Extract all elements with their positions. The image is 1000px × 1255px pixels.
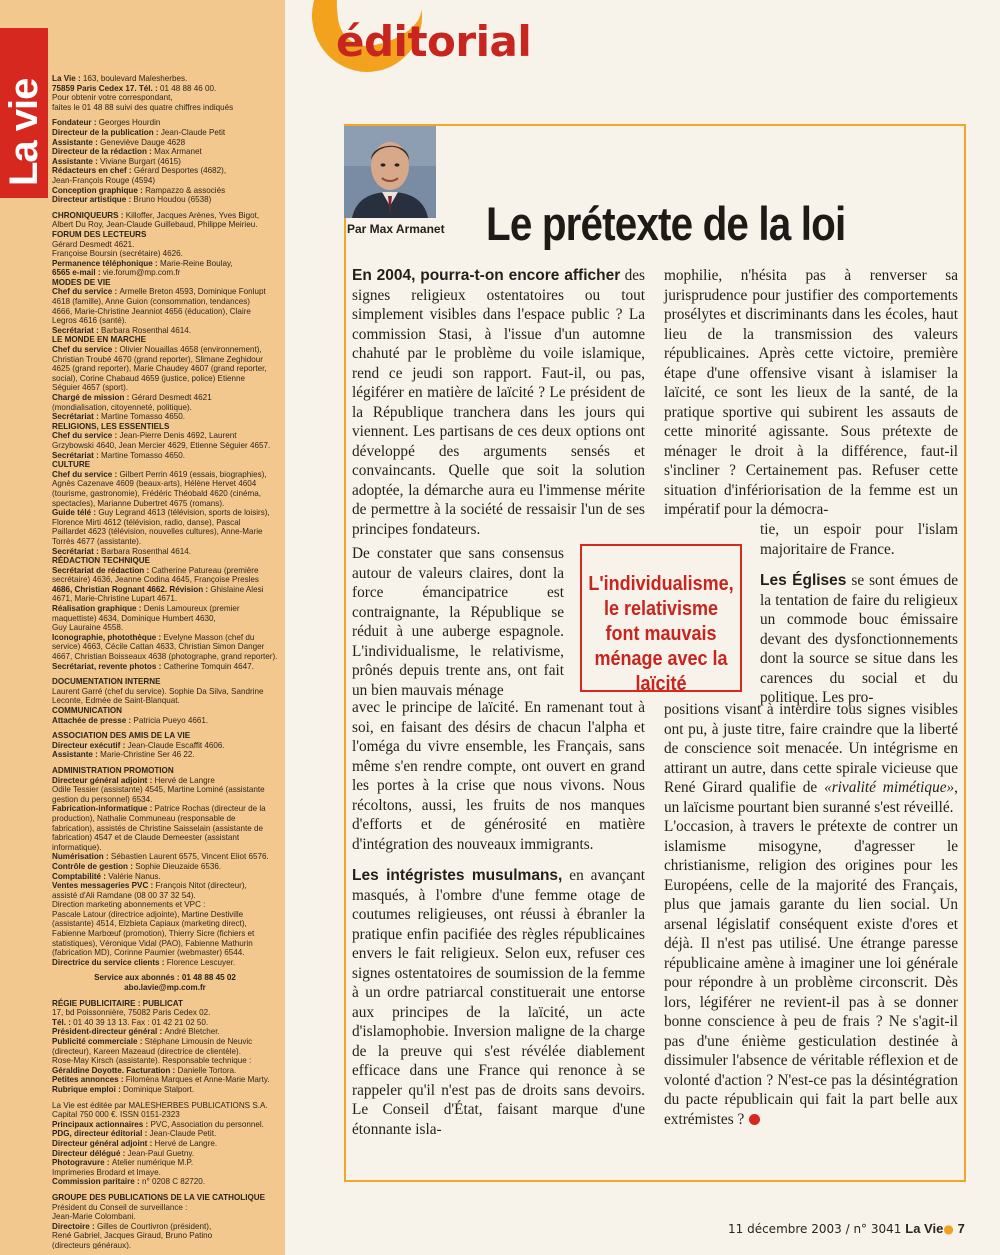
masthead-line: Chef du service : Jean-Pierre Denis 4692, Laurent — [52, 431, 237, 441]
byline: Par Max Armanet — [347, 222, 445, 236]
masthead-line: Françoise Boursin (secrétaire) 4626. — [52, 249, 183, 259]
masthead-block — [52, 677, 278, 725]
masthead-line: 4625 (grand reporter), Marie Chaudey 4607 (grand reporter, — [52, 364, 267, 374]
masthead-line: statistiques), Véronique Vidal (PAO), Fabienne Mathurin — [52, 938, 253, 948]
paragraph-text: des signes religieux ostentatoires ou tout simplement visibles dans l'espace public ? La commission Stasi, à l'issue d'un automne chahuté par le problème du voile islamique, rend ce jeudi son rapport. Faut-il, ou pas, légiférer en matière de laïcité ? Le président de la République tranchera dans les jours qui viennent. Les partisans de ces deux options ont développé des arguments sensés et convaincants. Quelle que soit la solution adoptée, la démarche aura eu l'immense mérite de permettre à la société de ressaisir l'un de ses principes fondateurs. — [352, 267, 646, 538]
masthead-line: Rédacteurs en chef : Gérard Desportes (4682), — [52, 166, 227, 176]
masthead-line: Président du Conseil de surveillance : — [52, 1202, 188, 1212]
article-column-1-bottom — [352, 698, 645, 1139]
masthead-line: Secrétariat, revente photos : Catherine Tomquin 4647. — [52, 661, 254, 671]
pull-quote: L'individualisme, le relativisme font mauvais ménage avec la laïcité — [588, 573, 734, 695]
masthead-line: GROUPE DES PUBLICATIONS DE LA VIE CATHOLIQUE — [52, 1192, 265, 1202]
end-mark-icon — [749, 1114, 760, 1125]
masthead-line: Albert Du Roy, Jean-Claude Guillebaud, Philippe Meirieu. — [52, 220, 258, 230]
masthead-line: RÉDACTION TECHNIQUE — [52, 556, 151, 566]
footer-dot-icon: ● — [943, 1222, 954, 1236]
issue-date: 11 décembre 2003 / n° 3041 — [728, 1222, 902, 1236]
masthead-line: Fondateur : Georges Hourdin — [52, 118, 161, 128]
masthead-line: Laurent Garré (chef du service). Sophie Da Silva, Sandrine — [52, 686, 264, 696]
masthead-line: (fabrication MD), Corinne Paumier (webmaster) 6544. — [52, 948, 245, 958]
paragraph-text: en avançant masqués, à l'ombre d'une femme otage de coutumes religieuses, ont réussi à ébranler la pratique enfin pacifiée des règles républicaines envers le fait religieux. Selon eux, refuser ces signes ostentatoires de soumission de la femme à un ordre patriarcal constituerait une entorse aux principes de la laïcité, un acte d'islamophobie. Inversion maligne de la charge de la preuve qui s'est révélée diablement efficace dans une France qui renonce à se rappeler qu'il n'est pas de droits sans devoirs. Le Conseil d'État, faisant marque d'une étonnante isla- — [352, 867, 645, 1138]
masthead-line: Directeur délégué : Jean-Paul Guetny. — [52, 1148, 195, 1158]
lead-in: Les Églises — [760, 572, 847, 589]
masthead-line: FORUM DES LECTEURS — [52, 229, 147, 239]
masthead-block — [52, 1193, 278, 1249]
masthead-line: Commission paritaire : n° 0208 C 82720. — [52, 1177, 206, 1187]
masthead-block — [52, 973, 278, 992]
brand-logo: La vie — [2, 78, 46, 186]
masthead-line: Directoire : Gilles de Courtivron (président), — [52, 1221, 212, 1231]
masthead-line: Comptabilité : Valérie Nanus. — [52, 871, 161, 881]
masthead-line: Leconte, Edmée de Saint-Blanquat. — [52, 696, 180, 706]
article-column-2-top — [664, 266, 958, 520]
masthead-block — [52, 1101, 278, 1187]
masthead-line: assisté d'Ali Ramdane (08 00 37 32 54). — [52, 890, 196, 900]
masthead-line: Jean-François Rouge (4594) — [52, 175, 156, 185]
paragraph-text: L'occasion, à travers le prétexte de contrer un islamisme misogyne, d'agresser le christianisme, religion des origines pour les Européens, celle de la majorité des Français, plus que jamais garante du lien social. Un arsenal législatif conséquent existe d'ores et déjà. Il n'est pas utilisé. Une étrange paresse républicaine amène à imaginer une loi générale pour répondre à un problème circonscrit. Dès lors, légiférer ne revient-il pas à se donner bonne conscience à peu de frais ? Ne s'agit-il pas d'une énième gesticulation destinée à dissimuler l'absence de véritable réflexion et de volonté d'action ? N'est-ce pas la désintégration du pacte républicain qui fait la part belle aux extrémistes ? — [664, 818, 958, 1128]
paragraph-text: mophilie, n'hésita pas à renverser sa jurisprudence pour justifier des comportements prosélytes et discriminants dans les écoles, haut lieu de la transmission des valeurs républicaines. Après cette victoire, première étape d'une offensive visant à islamiser la laïcité, ce sont les lieux de la santé, de la pratique sportive qui subirent les assauts de cette minorité agissante. Sous prétexte de ménager le droit à la différence, faut-il s'incliner ? Certainement pas. Refuser cette situation d'infériorisation de la femme est un impératif pour la démocra- — [664, 267, 958, 518]
masthead-line: Directeur artistique : Bruno Houdou (6538) — [52, 195, 212, 205]
article-column-1-top — [352, 266, 645, 539]
masthead-line: Rose-May Kirsch (assistante). Responsable technique : — [52, 1056, 252, 1066]
masthead-line: Guy Lauraine 4558. — [52, 623, 124, 633]
masthead-line: Directeur de la publication : Jean-Claude Petit — [52, 127, 226, 137]
masthead-line: Grzybowski 4640, Jean Mercier 4629, Etienne Séguier 4657. — [52, 440, 271, 450]
masthead-line: Chargé de mission : Gérard Desmedt 4621 — [52, 393, 212, 402]
page-footer — [728, 1220, 965, 1238]
masthead-line: CULTURE — [52, 460, 91, 470]
masthead-line: Secrétariat : Martine Tomasso 4650. — [52, 450, 186, 460]
masthead-line: Florence Mirti 4612 (télévision, radio, danse), Pascal — [52, 517, 241, 527]
masthead-block — [52, 118, 278, 204]
masthead-line: Guide télé : Guy Legrand 4613 (télévision, sports de loisirs), — [52, 508, 270, 518]
masthead-line: Chef du service : Armelle Breton 4593, Dominique Fonlupt — [52, 287, 266, 297]
masthead-line: Contrôle de gestion : Sophie Dieuzaide 6536. — [52, 861, 222, 871]
masthead-line: Chef du service : Gilbert Perrin 4619 (essais, biographies), — [52, 469, 267, 479]
masthead-line: spectacles), Marianne Dubertret 4675 (romans). — [52, 498, 225, 508]
masthead-line: Assistante : Geneviève Dauge 4628 — [52, 137, 186, 147]
masthead-line: Secrétariat : Barbara Rosenthal 4614. — [52, 325, 192, 335]
masthead-line: 4671, Marie-Christine Lupart 4671. — [52, 594, 178, 604]
lead-in: En 2004, pourra-t-on encore afficher — [352, 267, 621, 284]
masthead-line: 4666, Marie-Christine Jeanniot 4656 (éducation), Claire — [52, 306, 251, 316]
masthead-block — [52, 74, 278, 112]
article-column-2-bottom — [664, 700, 958, 1129]
masthead-line: production), Nathalie Communeau (responsable de — [52, 813, 236, 823]
masthead-line: Service aux abonnés : 01 48 88 45 02 — [94, 973, 236, 983]
masthead-line: Pascale Latour (directrice adjointe), Martine Destiville — [52, 909, 244, 919]
masthead-line: social), Corine Chabaud 4659 (justice, police) Etienne — [52, 373, 246, 383]
masthead-sidebar — [0, 0, 285, 1255]
paragraph-text: tie, un espoir pour l'islam majoritaire de France. — [760, 521, 958, 558]
masthead-line: fabrication), assistés de Christine Saisselain (assistante de — [52, 823, 263, 833]
headline: Le prétexte de la loi — [486, 197, 846, 250]
masthead-line: (assistante) 4514, Elzbieta Capiaux (marketing direct), — [52, 919, 247, 929]
masthead-block — [52, 999, 278, 1095]
masthead-line: Christian Troubé 4670 (grand reporter), Slimane Zeghidour — [52, 354, 263, 364]
masthead-line: Legros 4616 (santé). — [52, 316, 127, 326]
paragraph-text: avec le principe de laïcité. En ramenant tout à soi, en faisant des désirs de chacun l'alpha et l'oméga du vivre ensemble, les Français, sans même s'en rendre compte, ont ouvert en grand les portes à la crise que nous vivons. Nous récoltons, aussi, les fruits de nos manques d'efforts et de générosité en matière d'intégration des nouveaux immigrants. — [352, 699, 645, 853]
masthead-line: Torrès 4677 (assistante). — [52, 536, 142, 546]
masthead-line: Petites annonces : Filomèna Marques et Anne-Marie Marty. — [52, 1075, 270, 1085]
article-column-2-wrap — [760, 520, 958, 708]
masthead-line: Directeur de la rédaction : Max Armanet — [52, 147, 202, 157]
masthead-line: Directeur exécutif : Jean-Claude Escaffit 4606. — [52, 740, 225, 750]
masthead-line: (directeur), Kareen Mazeaud (directrice de clientèle). — [52, 1046, 241, 1056]
masthead-credits — [52, 74, 278, 1249]
masthead-line: Paillardet 4623 (télévision, nouvelles cultures), Anne-Marie — [52, 527, 263, 537]
masthead-line: (tourisme, gastronomie), Frédéric Théobald 4620 (cinéma, — [52, 488, 262, 498]
masthead-line: service) 4663, Cécile Cattan 4633, Christian Simon Danger — [52, 642, 265, 652]
masthead-line: COMMUNICATION — [52, 706, 122, 715]
article-column-1-wrap — [352, 544, 564, 700]
masthead-block — [52, 211, 278, 672]
masthead-line: Secrétariat : Barbara Rosenthal 4614. — [52, 546, 192, 556]
masthead-line: 4686, Christian Rognant 4662. Révision : Ghislaine Alesi — [52, 584, 264, 594]
masthead-line: Publicité commerciale : Stéphane Limousin de Neuvic — [52, 1037, 253, 1046]
masthead-line: René Gabriel, Jacques Giraud, Bruno Patino — [52, 1231, 213, 1241]
magazine-name: La Vie — [905, 1221, 944, 1236]
masthead-line: maquettiste) 4634, Dominique Humbert 4630, — [52, 613, 216, 623]
masthead-line: CHRONIQUEURS : Killoffer, Jacques Arènes, Yves Bigot, — [52, 210, 260, 220]
author-photo — [344, 126, 436, 218]
masthead-line: Chef du service : Olivier Nouaillas 4658 (environnement), — [52, 345, 262, 355]
masthead-line: ASSOCIATION DES AMIS DE LA VIE — [52, 731, 191, 741]
masthead-line: (mondialisation, citoyenneté, politique). — [52, 402, 192, 412]
masthead-line: Secrétariat : Martine Tomasso 4650. — [52, 412, 186, 422]
masthead-line: 4667, Christian Boisseaux 4638 (photographe, grand reporter). — [52, 652, 278, 662]
masthead-line: 17, bd Poissonnière, 75082 Paris Cedex 02. — [52, 1008, 211, 1018]
masthead-line: PDG, directeur éditorial : Jean-Claude Petit. — [52, 1129, 217, 1139]
masthead-line: Assistante : Marie-Christine Ser 46 22. — [52, 750, 195, 760]
masthead-line: Odile Tessier (assistante) 4545, Martine Lominé (assistante — [52, 785, 265, 795]
masthead-line: RELIGIONS, LES ESSENTIELS — [52, 421, 170, 431]
masthead-line: MODES DE VIE — [52, 277, 111, 287]
masthead-line: RÉGIE PUBLICITAIRE : PUBLICAT — [52, 998, 183, 1008]
paragraph-text: De constater que sans consensus autour de valeurs claires, dont la force émancipatrice est contraignante, la République se réduit à une auberge espagnole. L'individualisme, le relativisme, prônés depuis trente ans, ont fait un bien mauvais ménage — [352, 545, 564, 699]
masthead-line: Géraldine Doyotte. Facturation : Danielle Tortora. — [52, 1065, 237, 1075]
masthead-line: Fabienne Marbœuf (promotion), Thierry Sicre (fichiers et — [52, 929, 255, 939]
quoted-term: «rivalité mimétique» — [824, 779, 955, 796]
masthead-line: Photogravure : Atelier numérique M.P. — [52, 1158, 194, 1168]
masthead-line: DOCUMENTATION INTERNE — [52, 677, 161, 687]
masthead-line: fabrication) 4547 et de Claude Demeester (assistant — [52, 833, 240, 843]
masthead-line: Ventes messageries PVC : François Nitot (directeur), — [52, 881, 247, 891]
masthead-line: Réalisation graphique : Denis Lamoureux (premier — [52, 604, 240, 614]
paragraph-text: positions visant à interdire tous signes visibles ont pu, à juste titre, faire craindre que la liberté de conscience soit menacée. Un intégrisme en attirant un autre, dans cette spirale vicieuse que René Girard qualifie de — [664, 701, 958, 796]
paragraph-text: , un laïcisme pourtant bien suranné s'est réveillé. — [664, 779, 958, 816]
masthead-block — [52, 766, 278, 967]
masthead-line: Assistante : Viviane Burgart (4615) — [52, 156, 181, 166]
masthead-line: Direction marketing abonnements et VPC : — [52, 900, 206, 910]
masthead-line: Directeur général adjoint : Hervé de Langre — [52, 775, 215, 785]
rubric-title: éditorial — [336, 17, 532, 66]
masthead-line: Principaux actionnaires : PVC, Association du personnel. — [52, 1119, 264, 1129]
masthead-line: 6565 e-mail : vie.forum@mp.com.fr — [52, 268, 181, 278]
masthead-line: Tél. : 01 40 39 13 13. Fax : 01 42 21 02 50. — [52, 1017, 209, 1027]
masthead-line: 75859 Paris Cedex 17. Tél. : 01 48 88 46 00. — [52, 83, 217, 93]
masthead-line: Capital 750 000 €. ISSN 0151-2323 — [52, 1110, 180, 1120]
masthead-line: secrétaire) 4636, Jeanne Codina 4645, Françoise Presles — [52, 575, 259, 585]
masthead-line: La Vie : 163, boulevard Malesherbes. — [52, 74, 188, 83]
masthead-line: Imprimeries Brodard et Imaye. — [52, 1167, 161, 1177]
masthead-line: 4618 (famille), Anne Guion (consommation, tendances) — [52, 297, 250, 307]
page-number: 7 — [957, 1221, 965, 1236]
masthead-line: Secrétariat de rédaction : Catherine Patureau (première — [52, 565, 259, 575]
masthead-line: Jean-Marie Colombani. — [52, 1212, 136, 1222]
paragraph-text: se sont émues de la tentation de faire du religieux un commode bouc émissaire devant des dysfonctionnements dont la source se situe dans les carences du social et du politique. Les pro- — [760, 572, 959, 706]
masthead-line: Séguier 4657 (sport). — [52, 383, 129, 393]
masthead-line: abo.lavie@mp.com.fr — [124, 983, 206, 993]
masthead-line: informatique). — [52, 842, 102, 852]
masthead-line: faites le 01 48 88 suivi des quatre chiffres indiqués — [52, 102, 234, 112]
masthead-line: Directeur général adjoint : Hervé de Langre. — [52, 1138, 218, 1148]
masthead-line: Rubrique emploi : Dominique Stalport. — [52, 1084, 195, 1094]
masthead-line: Attachée de presse : Patricia Pueyo 4661. — [52, 715, 209, 725]
masthead-line: ADMINISTRATION PROMOTION — [52, 765, 174, 775]
masthead-line: gestion du personnel) 6534. — [52, 794, 153, 804]
masthead-line: Conception graphique : Rampazzo & associés — [52, 185, 226, 195]
masthead-line: Pour obtenir votre correspondant, — [52, 93, 173, 103]
masthead-line: Iconographie, photothèque : Evelyne Masson (chef du — [52, 632, 255, 642]
masthead-line: Président-directeur général : André Bletcher. — [52, 1027, 220, 1037]
masthead-line: LE MONDE EN MARCHE — [52, 335, 146, 345]
masthead-block — [52, 731, 278, 760]
masthead-line: La Vie est éditée par MALESHERBES PUBLICATIONS S.A. — [52, 1100, 268, 1110]
masthead-line: Agnès Cazenave 4609 (beaux-arts), Hélène Hervet 4604 — [52, 479, 257, 489]
masthead-line: Permanence téléphonique : Marie-Reine Boulay, — [52, 258, 233, 268]
masthead-line: Gérard Desmedt 4621. — [52, 239, 135, 249]
lead-in: Les intégristes musulmans, — [352, 867, 563, 884]
masthead-line: Numérisation : Sébastien Laurent 6575, Vincent Eliot 6576. — [52, 852, 269, 862]
masthead-line: (directeurs généraux). — [52, 1240, 132, 1249]
masthead-line: Fabrication-informatique : Patrice Rochas (directeur de la — [52, 804, 266, 814]
masthead-line: Directrice du service clients : Florence Lescuyer. — [52, 957, 236, 967]
